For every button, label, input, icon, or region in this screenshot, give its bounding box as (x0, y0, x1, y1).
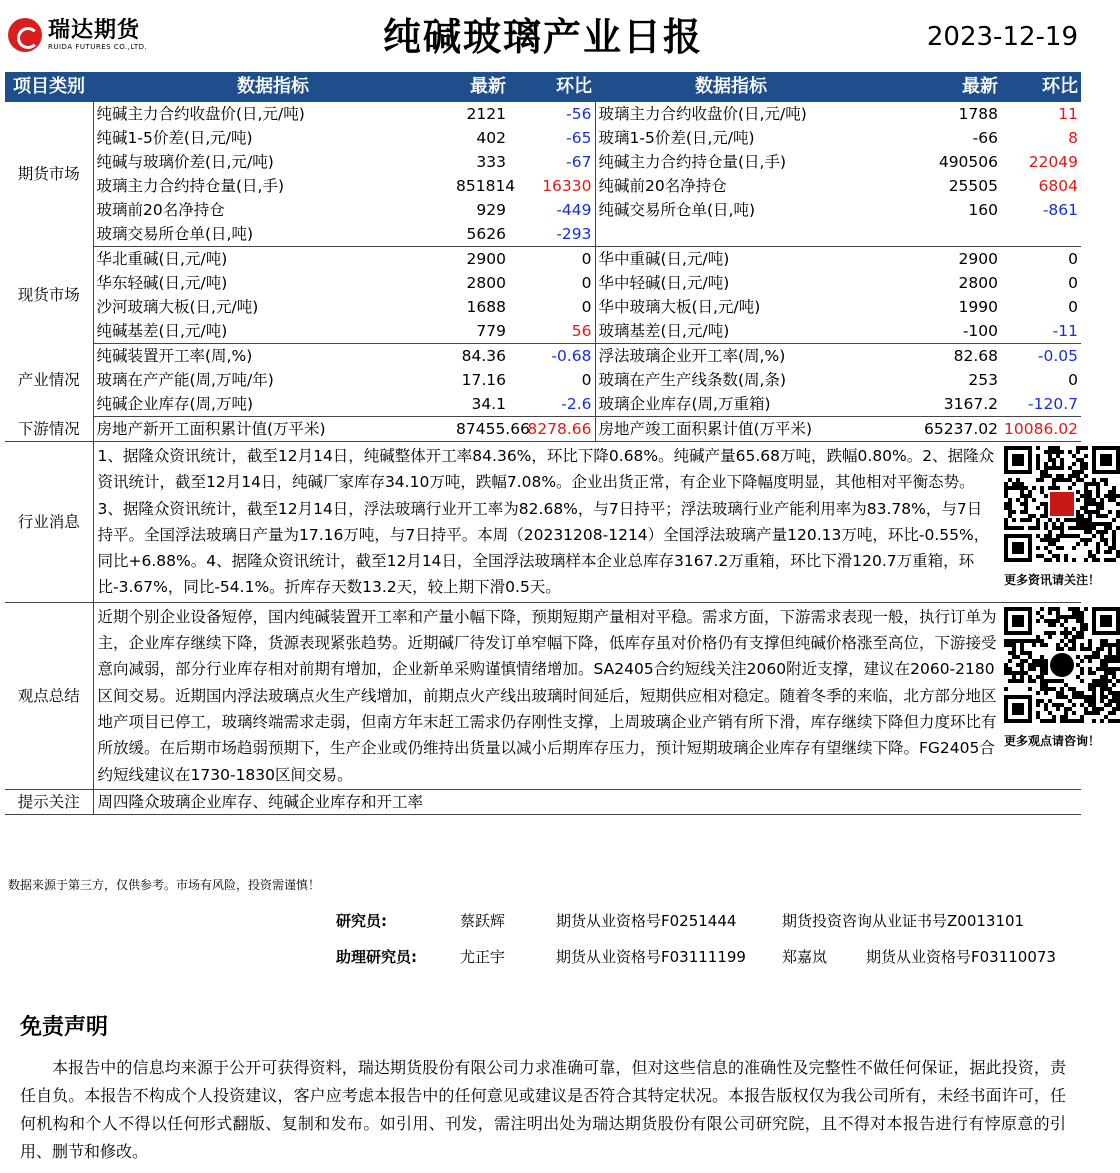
category-label-futures: 期货市场 (5, 102, 93, 247)
latest-value: 25505 (948, 177, 998, 195)
change-value: -11 (1001, 319, 1081, 344)
indicator-name: 纯碱基差(日,元/吨) (93, 319, 453, 344)
table-row (5, 222, 1081, 247)
assistant-label: 助理研究员: (336, 948, 417, 966)
change-value: 56 (509, 319, 595, 344)
latest-value: 84.36 (461, 347, 506, 365)
table-header-row (5, 72, 1081, 102)
indicator-name: 玻璃前20名净持仓 (96, 201, 225, 219)
news-label: 行业消息 (5, 442, 93, 603)
indicator-name: 纯碱主力合约持仓量(日,手) (595, 150, 867, 174)
assistant-row (0, 946, 1086, 968)
change-value: -449 (556, 201, 592, 219)
change-value: 0 (1068, 250, 1078, 268)
latest-value: 2121 (466, 105, 506, 123)
footer-note: 数据来源于第三方，仅供参考。市场有风险，投资需谨慎！ (8, 878, 321, 892)
latest-value: 17.16 (461, 371, 506, 389)
latest-value: 333 (476, 153, 506, 171)
change-value: 6804 (1038, 177, 1078, 195)
table-row (5, 247, 1081, 272)
indicator-name: 纯碱与玻璃价差(日,元/吨) (96, 153, 274, 171)
category-label-downstream: 下游情况 (5, 417, 93, 442)
latest-value: 2900 (958, 250, 998, 268)
change-value: 8278.66 (509, 417, 595, 442)
indicator-name: 纯碱主力合约收盘价(日,元/吨) (96, 105, 305, 123)
assistant-name1: 尤正宇 (460, 948, 506, 966)
report-title: 纯碱玻璃产业日报 (382, 15, 703, 59)
disclaimer-title: 免责声明 (20, 1015, 109, 1040)
change-value: -56 (566, 105, 592, 123)
indicator-name: 纯碱交易所仓单(日,吨) (595, 198, 867, 222)
latest-value: -100 (867, 319, 1001, 344)
change-value: 0 (1068, 298, 1078, 316)
tips-text: 周四隆众玻璃企业库存、纯碱企业库存和开工率 (93, 789, 1081, 814)
researcher-row (0, 910, 1086, 932)
change-value: -120.7 (1001, 392, 1081, 417)
wechat-qr-code-icon (1004, 607, 1120, 723)
assistant-cert1: 期货从业资格号F03111199 (556, 948, 746, 966)
change-value: 0 (1068, 274, 1078, 292)
change-value: -65 (566, 129, 592, 147)
indicator-name: 华中玻璃大板(日,元/吨) (595, 295, 867, 319)
table-row (5, 102, 1081, 126)
researcher-cert1: 期货从业资格号F0251444 (556, 912, 737, 930)
header-change-left: 环比 (509, 72, 595, 102)
indicator-name: 纯碱装置开工率(周,%) (96, 347, 253, 365)
indicator-name: 纯碱1-5价差(日,元/吨) (96, 129, 253, 147)
header-latest-right: 最新 (867, 72, 1001, 102)
change-value: 10086.02 (1001, 417, 1081, 442)
latest-value: 82.68 (953, 347, 998, 365)
latest-value: 2800 (958, 274, 998, 292)
latest-value: 1788 (958, 105, 998, 123)
table-row (5, 198, 1081, 222)
indicator-name: 玻璃1-5价差(日,元/吨) (595, 126, 867, 150)
tips-row (5, 789, 1081, 814)
indicator-name: 玻璃企业库存(周,万重箱) (595, 392, 867, 417)
latest-value: 490506 (938, 153, 998, 171)
researcher-name: 蔡跃辉 (460, 912, 506, 930)
news-qr-cell (1001, 442, 1101, 603)
latest-value: 402 (476, 129, 506, 147)
change-value: 0 (581, 274, 592, 292)
table-row (5, 126, 1081, 150)
summary-label: 观点总结 (5, 602, 93, 789)
summary-qr-cell (1001, 602, 1101, 789)
qr-code-icon (1004, 446, 1120, 562)
change-value: 0 (581, 371, 592, 389)
change-value: -2.6 (509, 392, 595, 417)
latest-value: 929 (476, 201, 506, 219)
change-value: -67 (566, 153, 592, 171)
latest-value (867, 222, 1001, 247)
indicator-name: 沙河玻璃大板(日,元/吨) (96, 298, 259, 316)
table-row (5, 271, 1081, 295)
indicator-name: 房地产竣工面积累计值(万平米) (595, 417, 867, 442)
change-value: -0.05 (1037, 347, 1078, 365)
summary-qr-caption: 更多观点请咨询！ (1004, 733, 1101, 748)
indicator-name: 华北重碱(日,元/吨) (96, 250, 228, 268)
indicator-name: 玻璃主力合约收盘价(日,元/吨) (595, 102, 867, 126)
researcher-cert2: 期货投资咨询从业证书号Z0013101 (782, 912, 1025, 930)
latest-value: 253 (968, 371, 998, 389)
indicator-name: 玻璃主力合约持仓量(日,手) (96, 177, 285, 195)
change-value: 0 (581, 298, 592, 316)
logo-en-text: RUIDA FUTURES CO.,LTD. (48, 42, 148, 51)
latest-value: 87455.66 (453, 417, 509, 442)
table-row (5, 392, 1081, 417)
table-row (5, 150, 1081, 174)
indicator-name: 玻璃在产产能(周,万吨/年) (96, 371, 274, 389)
indicator-name: 华东轻碱(日,元/吨) (96, 274, 228, 292)
category-label-spot: 现货市场 (5, 247, 93, 344)
latest-value: 2900 (466, 250, 506, 268)
change-value: 0 (581, 250, 592, 268)
latest-value: 779 (453, 319, 509, 344)
latest-value: 1688 (466, 298, 506, 316)
latest-value: 3167.2 (867, 392, 1001, 417)
change-value: 11 (1058, 105, 1078, 123)
change-value: -293 (509, 222, 595, 247)
news-text: 1、据隆众资讯统计，截至12月14日，纯碱整体开工率84.36%，环比下降0.68%。纯碱产量65.68万吨，跌幅0.80%。2、据隆众资讯统计，截至12月14日，纯碱厂家库存34.10万吨，跌幅7.08%。企业出货正常，有企业下降幅度明显，其他相对平衡态势。3、据隆众资讯统计，截至12月14日，浮法玻璃行业开工率为82.68%，与7日持平；浮法玻璃行业产能利用率为83.78%，与7日持平。全国浮法玻璃日产量为17.16万吨，与7日持平。本周（20231208-1214）全国浮法玻璃产量120.13万吨，环比-0.55%，同比+6.88%。4、据隆众资讯统计，截至12月14日，全国浮法玻璃样本企业总库存3167.2万重箱，环比下滑120.7万重箱，环比-3.67%，同比-54.1%。折库存天数13.2天，较上期下滑0.5天。 (93, 442, 1001, 603)
change-value: 8 (1068, 129, 1078, 147)
summary-row (5, 602, 1081, 789)
disclaimer-body: 本报告中的信息均来源于公开可获得资料，瑞达期货股份有限公司力求准确可靠，但对这些信息的准确性及完整性不做任何保证，据此投资，责任自负。本报告不构成个人投资建议，客户应考虑本报告中的任何意见或建议是否符合其特定状况。本报告版权仅为我公司所有，未经书面许可，任何机构和个人不得以任何形式翻版、复制和发布。如引用、刊发，需注明出处为瑞达期货股份有限公司研究院，且不得对本报告进行有悖原意的引用、删节和修改。 (20, 1058, 1066, 1161)
indicator-name: 纯碱企业库存(周,万吨) (93, 392, 453, 417)
change-value: -861 (1042, 201, 1078, 219)
header-latest-left: 最新 (453, 72, 509, 102)
summary-text: 近期个别企业设备短停，国内纯碱装置开工率和产量小幅下降，预期短期产量相对平稳。需求方面，下游需求表现一般，执行订单为主，企业库存继续下降，货源表现紧张趋势。近期碱厂待发订单窄幅下降，低库存虽对价格仍有支撑但纯碱价格涨至高位，下游接受意向减弱，部分行业库存相对前期有增加，企业新单采购谨慎情绪增加。SA2405合约短线关注2060附近支撑，建议在2060-2180区间交易。近期国内浮法玻璃点火生产线增加，前期点火产线出玻璃时间延后，短期供应相对稳定。随着冬季的来临，北方部分地区地产项目已停工，玻璃终端需求走弱，但南方年末赶工需求仍存刚性支撑，上周玻璃企业产销有所下滑，库存继续下降但力度环比有所放缓。在后期市场趋弱预期下，生产企业或仍维持出货量以减小后期库存压力，预计短期玻璃企业库存有望继续下降。FG2405合约短线建议在1730-1830区间交易。 (93, 602, 1001, 789)
indicator-name (595, 222, 867, 247)
news-qr-caption: 更多资讯请关注！ (1004, 573, 1101, 587)
latest-value: -66 (972, 129, 998, 147)
latest-value: 5626 (453, 222, 509, 247)
change-value: 22049 (1028, 153, 1078, 171)
latest-value: 160 (968, 201, 998, 219)
latest-value: 851814 (456, 177, 516, 195)
researcher-label: 研究员: (336, 912, 387, 930)
table-row (5, 368, 1081, 392)
table-row (5, 417, 1081, 442)
news-row (5, 442, 1081, 603)
table-row (5, 344, 1081, 369)
change-value: 16330 (542, 177, 592, 195)
table-row (5, 319, 1081, 344)
latest-value: 2800 (466, 274, 506, 292)
change-value: 0 (1068, 371, 1078, 389)
header-indicator-left: 数据指标 (93, 72, 453, 102)
indicator-name: 华中重碱(日,元/吨) (595, 247, 867, 272)
latest-value: 65237.02 (867, 417, 1001, 442)
latest-value: 1990 (958, 298, 998, 316)
assistant-name2: 郑嘉岚 (782, 948, 828, 966)
table-row (5, 295, 1081, 319)
indicator-name: 玻璃在产生产线条数(周,条) (595, 368, 867, 392)
table-row (5, 174, 1081, 198)
assistant-cert2: 期货从业资格号F03110073 (866, 948, 1056, 966)
header-indicator-right: 数据指标 (595, 72, 867, 102)
indicator-name: 浮法玻璃企业开工率(周,%) (595, 344, 867, 369)
indicator-name: 玻璃基差(日,元/吨) (595, 319, 867, 344)
indicator-name: 玻璃交易所仓单(日,吨) (93, 222, 453, 247)
change-value (1001, 222, 1081, 247)
indicator-name: 房地产新开工面积累计值(万平米) (93, 417, 453, 442)
header-change-right: 环比 (1001, 72, 1081, 102)
header-category: 项目类别 (5, 72, 93, 102)
tips-label: 提示关注 (5, 789, 93, 814)
change-value: -0.68 (551, 347, 592, 365)
report-date: 2023-12-19 (926, 22, 1078, 52)
data-table (5, 72, 1101, 815)
indicator-name: 纯碱前20名净持仓 (595, 174, 867, 198)
indicator-name: 华中轻碱(日,元/吨) (595, 271, 867, 295)
category-label-industry: 产业情况 (5, 344, 93, 417)
latest-value: 34.1 (453, 392, 509, 417)
logo-cn-text: 瑞达期货 (48, 17, 141, 43)
